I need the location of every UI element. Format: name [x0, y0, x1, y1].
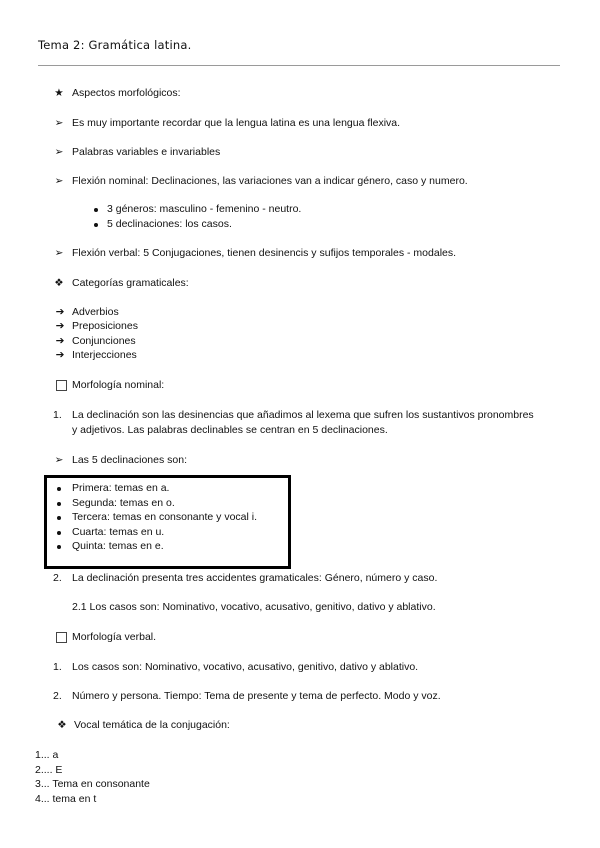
- list-item: Preposiciones: [72, 320, 138, 332]
- section-heading-verbal: Morfología verbal.: [72, 631, 157, 643]
- list-number: 1.: [53, 661, 62, 673]
- sub-list-item: 3 géneros: masculino - femenino - neutro.: [107, 203, 302, 215]
- declinacion-item: Segunda: temas en o.: [72, 497, 175, 509]
- sub-list-item: 2.1 Los casos son: Nominativo, vocativo, acusativo, genitivo, dativo y ablativo.: [72, 601, 436, 613]
- vocal-item: 4... tema en t: [35, 793, 97, 805]
- declinaciones-heading: Las 5 declinaciones son:: [72, 454, 187, 466]
- list-item: Palabras variables e invariables: [72, 146, 221, 158]
- list-item: Flexión nominal: Declinaciones, las variaciones van a indicar género, caso y numero.: [72, 175, 468, 187]
- arrowhead-bullet-icon: ➢: [54, 454, 64, 466]
- list-item-continuation: y adjetivos. Las palabras declinables se centran en 5 declinaciones.: [72, 424, 388, 436]
- diamond-bullet-icon: ❖: [57, 719, 67, 731]
- declinacion-item: Quinta: temas en e.: [72, 540, 164, 552]
- declinacion-item: Primera: temas en a.: [72, 482, 170, 494]
- diamond-bullet-icon: ❖: [54, 277, 64, 289]
- list-item: Interjecciones: [72, 349, 137, 361]
- arrow-bullet-icon: ➔: [55, 306, 65, 318]
- list-number: 1.: [53, 409, 62, 421]
- bullet-dot-icon: [57, 502, 61, 506]
- arrowhead-bullet-icon: ➢: [54, 117, 64, 129]
- declinacion-item: Tercera: temas en consonante y vocal i.: [72, 511, 258, 523]
- header-divider: [38, 65, 560, 66]
- arrowhead-bullet-icon: ➢: [54, 146, 64, 158]
- checkbox-icon: [56, 632, 67, 643]
- star-icon: ★: [54, 87, 64, 99]
- section-heading-aspectos: Aspectos morfológicos:: [72, 87, 181, 99]
- arrow-bullet-icon: ➔: [55, 335, 65, 347]
- list-item: Es muy importante recordar que la lengua latina es una lengua flexiva.: [72, 117, 401, 129]
- vocal-item: 2.... E: [35, 764, 63, 776]
- arrowhead-bullet-icon: ➢: [54, 175, 64, 187]
- list-item: La declinación son las desinencias que añadimos al lexema que sufren los sustantivos pronombres: [72, 409, 534, 421]
- list-number: 2.: [53, 690, 62, 702]
- vocal-item: 1... a: [35, 749, 59, 761]
- list-item: Número y persona. Tiempo: Tema de presente y tema de perfecto. Modo y voz.: [72, 690, 441, 702]
- bullet-dot-icon: [94, 208, 98, 212]
- sub-list-item: 5 declinaciones: los casos.: [107, 218, 232, 230]
- bullet-dot-icon: [57, 531, 61, 535]
- list-item: Conjunciones: [72, 335, 136, 347]
- vocal-heading: Vocal temática de la conjugación:: [74, 719, 230, 731]
- section-heading-nominal: Morfología nominal:: [72, 379, 165, 391]
- arrowhead-bullet-icon: ➢: [54, 247, 64, 259]
- list-item: La declinación presenta tres accidentes gramaticales: Género, número y caso.: [72, 572, 438, 584]
- list-number: 2.: [53, 572, 62, 584]
- checkbox-icon: [56, 380, 67, 391]
- list-item: Adverbios: [72, 306, 119, 318]
- arrow-bullet-icon: ➔: [55, 349, 65, 361]
- list-item: Los casos son: Nominativo, vocativo, acusativo, genitivo, dativo y ablativo.: [72, 661, 419, 673]
- declinacion-item: Cuarta: temas en u.: [72, 526, 165, 538]
- bullet-dot-icon: [94, 223, 98, 227]
- bullet-dot-icon: [57, 487, 61, 491]
- bullet-dot-icon: [57, 545, 61, 549]
- section-heading-categorias: Categorías gramaticales:: [72, 277, 189, 289]
- vocal-item: 3... Tema en consonante: [35, 778, 150, 790]
- list-item: Flexión verbal: 5 Conjugaciones, tienen desinencis y sufijos temporales - modales.: [72, 247, 457, 259]
- page-title: Tema 2: Gramática latina.: [38, 38, 192, 52]
- bullet-dot-icon: [57, 516, 61, 520]
- arrow-bullet-icon: ➔: [55, 320, 65, 332]
